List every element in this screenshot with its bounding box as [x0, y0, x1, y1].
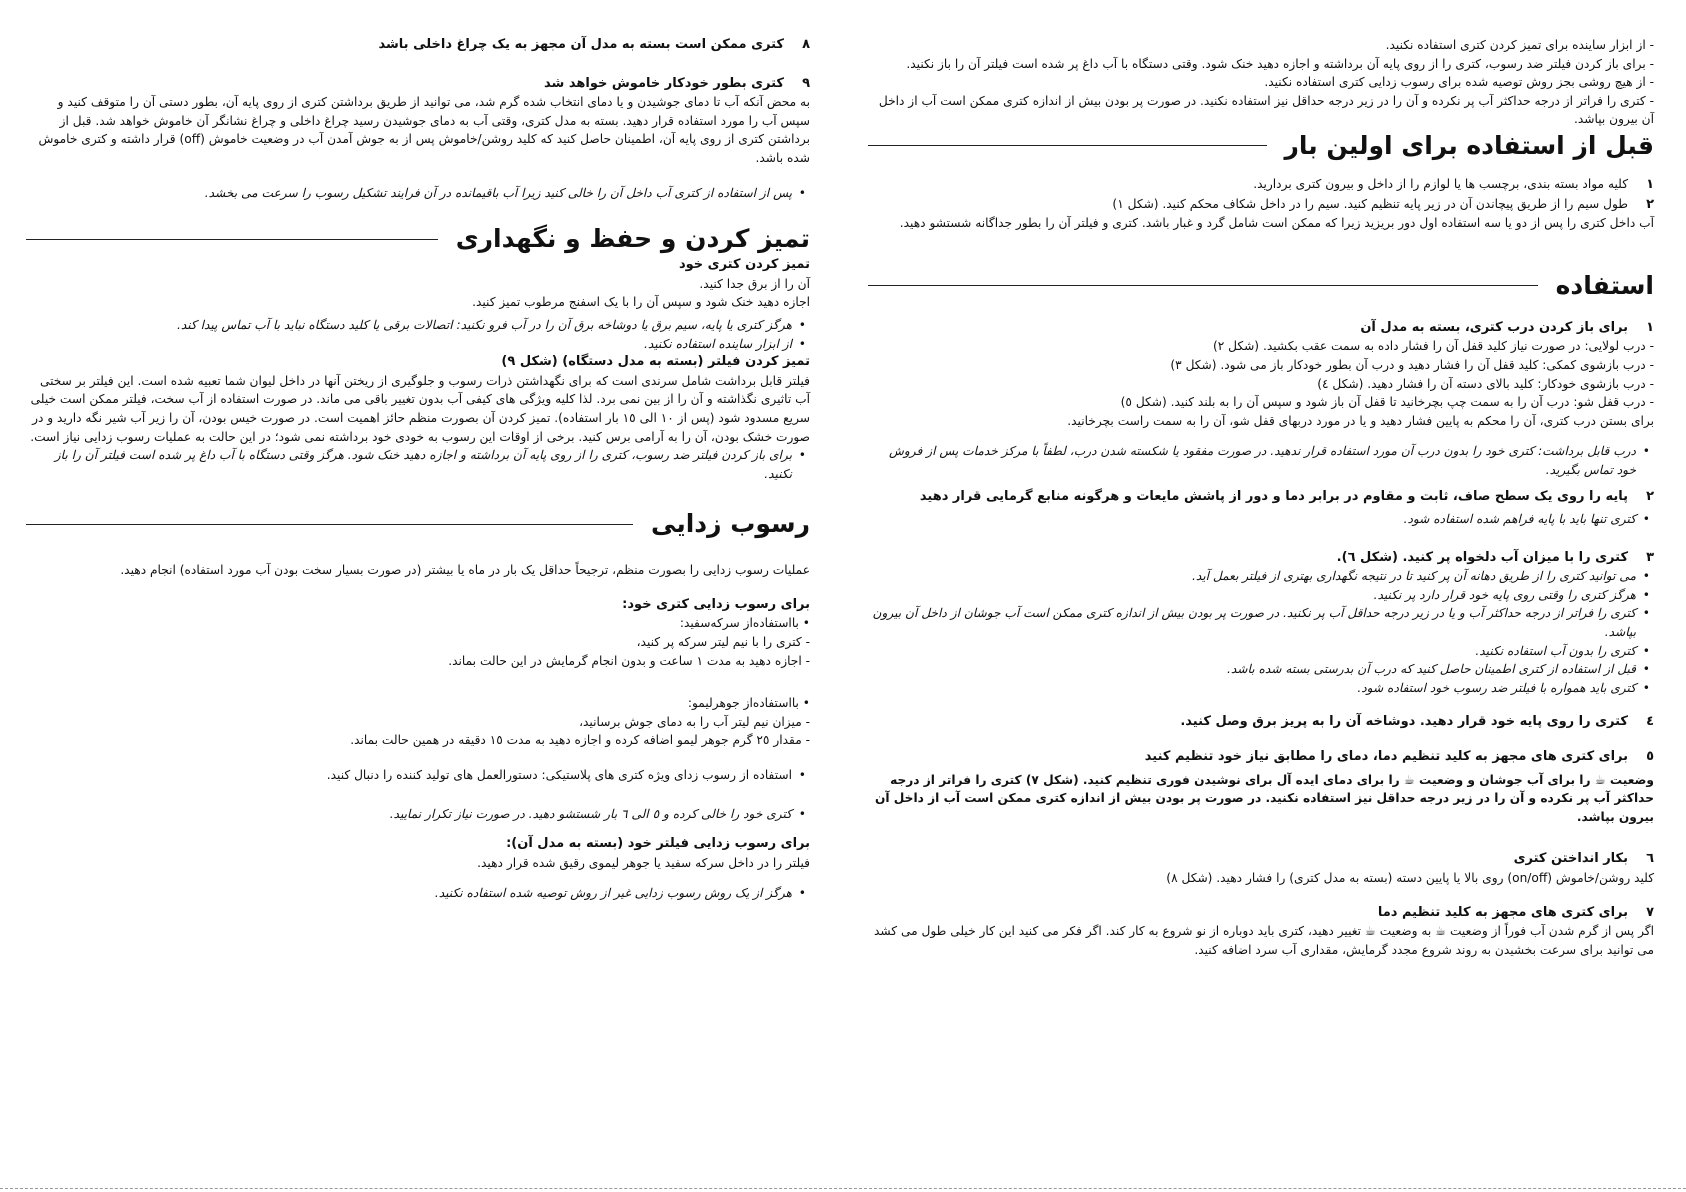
- cleaning-filter-text: فیلتر قابل برداشت شامل سرندی است که برای نگهداشتن ذرات رسوب و جلوگیری از ریختن آنها در داخل لیوان شما تعبیه شده است. این فیلتر بر سختی آب تاثیری نگذاشته و آن را از بین نمی برد. لذا کلیه ویژگی های کیفی آب بدون تغییر باقی می ماند. در صورت استفاده از آب سخت، فیلتر ممکن است خیلی سریع مسدود شود (پس از ۱۰ الی ۱٥ بار استفاده). تمیز کردن آن بصورت منظم حائز اهمیت است. در صورت خیس بودن، آن را زیر آب شیر نگه دارید و در صورت خشک بودن، آن را به آرامی برس کنید. برخی از اوقات این رسوب به خودی خود برداشته نمی شود؛ در این حالت به عملیات رسوب زدایی نیاز است.: [30, 373, 810, 444]
- step-6-heading: ٦بکار انداختن کتری: [1513, 851, 1654, 867]
- title-rule: [26, 524, 633, 525]
- title-rule: [868, 285, 1538, 286]
- title-rule: [26, 239, 438, 240]
- step-8-heading: ۸کتری ممکن است بسته به مدل آن مجهز به یک چراغ داخلی باشد: [378, 37, 810, 52]
- section-first-use-title: قبل از استفاده برای اولین بار: [868, 129, 1654, 163]
- descale-kettle-heading: برای رسوب زدایی کتری خود:: [622, 596, 810, 612]
- section-cleaning-title: تمیز کردن و حفظ و نگهداری: [26, 222, 810, 256]
- removable-lid-bullet: • درب قابل برداشت: کتری خود را بدون درب آن مورد استفاده قرار ندهید. در صورت مفقود یا شکسته شدن درب، لطفاً با مرکز خدمات پس از فروش خود تماس بگیرید.: [868, 442, 1654, 479]
- step-9-heading: ۹کتری بطور خودکار خاموش خواهد شد: [544, 75, 810, 91]
- plastic-descaler-bullet: • استفاده از رسوب زدای ویژه کتری های پلاستیکی: دستورالعمل های تولید کننده را دنبال کنید.: [26, 766, 810, 785]
- page-bottom-rule: [0, 1188, 1686, 1189]
- descale-filter-text: فیلتر را در داخل سرکه سفید یا جوهر لیموی رقیق شده قرار دهید.: [477, 855, 810, 870]
- step-9-text: به محض آنکه آب تا دمای جوشیدن و یا دمای انتخاب شده گرم شد، می توانید از طریق برداشتن کتری از روی پایه آن، بطور دستی آن را متوقف کنید و سپس آب را مورد استفاده قرار دهید. بسته به مدل کتری، وقتی آب به دمای جوشیدن رسید چراغ داخلی و چراغ نشانگر آن خاموش خواهد شد. قبل از برداشتن کتری از روی پایه آن، اطمینان حاصل کنید که کلید روشن/خاموش پس از به جوش آمدن آب در وضعیت خاموش (off) قرار داشته و کتری خاموش شده باشد.: [38, 95, 810, 165]
- left-column: [26, 36, 810, 903]
- title-rule: [868, 145, 1267, 146]
- intro-line-2: - برای باز کردن فیلتر ضد رسوب، کتری را از روی پایه آن برداشته و اجازه دهید خنک شود. وقتی دستگاه با آب داغ پر شده است فیلتر آن را باز نکنید.: [906, 56, 1654, 71]
- rinse-bullet: • کتری خود را خالی کرده و ٥ الی ٦ بار شستشو دهید. در صورت نیاز تکرار نمایید.: [26, 805, 810, 824]
- step-2-heading: ۲پایه را روی یک سطح صاف، ثابت و مقاوم در برابر دما و دور از پاشش مایعات و هرگونه منابع گرمایی قرار دهید: [919, 488, 1654, 504]
- cleaning-line-2: اجازه دهید خنک شود و سپس آن را با یک اسفنج مرطوب تمیز کنید.: [472, 295, 810, 310]
- cleaning-bullet-2: • از ابزار ساینده استفاده نکنید.: [26, 335, 810, 354]
- lemon-label: • بااستفاده‌از جوهرلیمو:: [687, 696, 810, 711]
- fill-bullet-3: • کتری را فراتر از درجه حداکثر آب و یا در زیر درجه حداقل آب پر نکنید. در صورت پر بودن بیش از اندازه کتری ممکن است آب جوشان از داخل آن بیرون بپاشد.: [868, 604, 1654, 641]
- fill-bullet-6: • کتری باید همواره با فیلتر ضد رسوب خود استفاده شود.: [868, 679, 1654, 698]
- intro-line-3: - از هیچ روشی بجز روش توصیه شده برای رسوب زدایی کتری استفاده نکنید.: [1264, 75, 1654, 90]
- intro-line-4: - کتری را فراتر از درجه حداکثر آب پر نکرده و آن را در زیر درجه حداقل نیز استفاده نکنید. در صورت پر بودن بیش از اندازه کتری ممکن است آب از داخل آن بیرون بپاشد.: [878, 93, 1654, 127]
- step-3-heading: ۳کتری را با میزان آب دلخواه پر کنید. (شکل ٦).: [1336, 549, 1654, 565]
- lid-line-4: - درب قفل شو: درب آن را به سمت چپ بچرخانید تا قفل آن باز شود و سپس آن را به بلند کنید. (شکل ٥): [1120, 395, 1654, 410]
- base-only-bullet: • کتری تنها باید با پایه فراهم شده استفاده شود.: [868, 510, 1654, 529]
- fill-bullet-4: • کتری را بدون آب استفاده نکنید.: [868, 642, 1654, 661]
- step-7-heading: ۷برای کتری های مجهز به کلید تنظیم دما: [1377, 904, 1654, 920]
- empty-kettle-bullet: • پس از استفاده از کتری آب داخل آن را خالی کنید زیرا آب باقیمانده در آن فرایند تشکیل رسوب را سرعت می بخشد.: [26, 184, 810, 203]
- lid-line-3: - درب بازشوی خودکار: کلید بالای دسته آن را فشار دهید. (شکل ٤): [1317, 376, 1654, 391]
- step-5-text: وضعیت ☕ را برای آب جوشان و وضعیت ☕ را برای دمای ایده آل برای نوشیدن فوری تنظیم کنید. (شکل ۷) کتری را فراتر از درجه حداکثر آب پر نکرده و آن را در زیر درجه حداقل نیز استفاده نکنید. در صورت پر بودن بیش از اندازه کتری ممکن است آب از داخل آن بیرون بپاشد.: [874, 772, 1654, 824]
- vinegar-step-2: - اجازه دهید به مدت ۱ ساعت و بدون انجام گرمایش در این حالت بماند.: [448, 653, 810, 668]
- first-use-item-1: ۱کلیه مواد بسته بندی، برچسب ها یا لوازم را از داخل و بیرون کتری بردارید.: [1253, 176, 1654, 192]
- step-1-heading: ۱برای باز کردن درب کتری، بسته به مدل آن: [1360, 319, 1654, 335]
- fill-bullet-5: • قبل از استفاده از کتری اطمینان حاصل کنید که درب آن بدرستی بسته شده باشد.: [868, 660, 1654, 679]
- right-column: [868, 36, 1654, 959]
- filter-open-bullet: • برای باز کردن فیلتر ضد رسوب، کتری را از روی پایه آن برداشته و اجازه دهید خنک شود. هرگز وقتی دستگاه با آب داغ پر شده است فیلتر آن را باز نکنید.: [26, 446, 810, 483]
- section-descale-title: رسوب زدایی: [26, 507, 810, 541]
- lemon-step-2: - مقدار ۲٥ گرم جوهر لیمو اضافه کرده و اجازه دهید به مدت ۱٥ دقیقه در همین حالت بماند.: [350, 733, 810, 748]
- lid-line-1: - درب لولایی: در صورت نیاز کلید قفل آن را فشار داده به سمت عقب بکشید. (شکل ۲): [1212, 339, 1654, 354]
- step-6-text: کلید روشن/خاموش (on/off) روی بالا یا پایین دسته (بسته به مدل کتری) را فشار دهید. (شکل ۸): [1166, 871, 1654, 885]
- descale-filter-heading: برای رسوب زدایی فیلتر خود (بسته به مدل آن):: [506, 836, 810, 852]
- first-use-note: آب داخل کتری را پس از دو یا سه استفاده اول دور بریزید زیرا که ممکن است شامل گرد و غبار باشد. کتری و فیلتر آن را بطور جداگانه شستشو دهید.: [899, 216, 1654, 231]
- descale-intro: عملیات رسوب زدایی را بصورت منظم، ترجیحاً حداقل یک بار در ماه یا بیشتر (در صورت بسیار سخت بودن آب مورد استفاده) انجام دهید.: [120, 563, 810, 578]
- vinegar-label: • بااستفاده‌از سرکه‌سفید:: [679, 616, 810, 631]
- cleaning-filter-heading: تمیز کردن فیلتر (بسته به مدل دستگاه) (شکل ۹): [501, 354, 810, 370]
- cleaning-kettle-heading: تمیز کردن کتری خود: [678, 257, 810, 273]
- fill-bullet-1: • می توانید کتری را از طریق دهانه آن پر کنید تا در نتیجه نگهداری بهتری از فیلتر بعمل آید.: [868, 567, 1654, 586]
- step-5-heading: ٥برای کتری های مجهز به کلید تنظیم دما، دمای را مطابق نیاز خود تنظیم کنید: [1144, 749, 1654, 765]
- section-usage-title: استفاده: [868, 269, 1654, 303]
- first-use-item-2: ۲طول سیم را از طریق پیچاندن آن در زیر پایه تنظیم کنید. سیم را در داخل شکاف محکم کنید. (شکل ۱): [1112, 196, 1654, 212]
- cleaning-bullet-1: • هرگز کتری یا پایه، سیم برق یا دوشاخه برق آن را در آب فرو نکنید: اتصالات برقی یا کلید دستگاه نباید با آب تماس پیدا کند.: [26, 316, 810, 335]
- lid-line-2: - درب بازشوی کمکی: کلید قفل آن را فشار دهید و درب آن بطور خودکار باز می شود. (شکل ۳): [1170, 357, 1654, 372]
- fill-bullet-2: • هرگز کتری را وقتی روی پایه خود قرار دارد پر نکنید.: [868, 586, 1654, 605]
- lid-line-5: برای بستن درب کتری، آن را محکم به پایین فشار دهید و یا در مورد دربهای قفل شو، آن را به سمت راست بچرخانید.: [1067, 413, 1654, 428]
- intro-line-1: - از ابزار ساینده برای تمیز کردن کتری استفاده نکنید.: [1385, 38, 1654, 52]
- step-4-heading: ٤کتری را روی پایه خود قرار دهید. دوشاخه آن را به پریز برق وصل کنید.: [1180, 714, 1654, 730]
- lemon-step-1: - میزان نیم لیتر آب را به دمای جوش برسانید،: [579, 714, 810, 729]
- cleaning-line-1: آن را از برق جدا کنید.: [699, 276, 810, 291]
- final-warning-bullet: • هرگز از یک روش رسوب زدایی غیر از روش توصیه شده استفاده نکنید.: [26, 884, 810, 903]
- vinegar-step-1: - کتری را با نیم لیتر سرکه پر کنید،: [636, 635, 810, 650]
- step-7-text: اگر پس از گرم شدن آب فوراً از وضعیت ☕ به وضعیت ☕ تغییر دهید، کتری باید دوباره از نو شروع به کار کند. اگر فکر می کنید این کار خیلی طول می کشد می توانید برای سرعت بخشیدن به روند شروع مجدد گرمایش، مقداری آب سرد اضافه کنید.: [874, 924, 1654, 957]
